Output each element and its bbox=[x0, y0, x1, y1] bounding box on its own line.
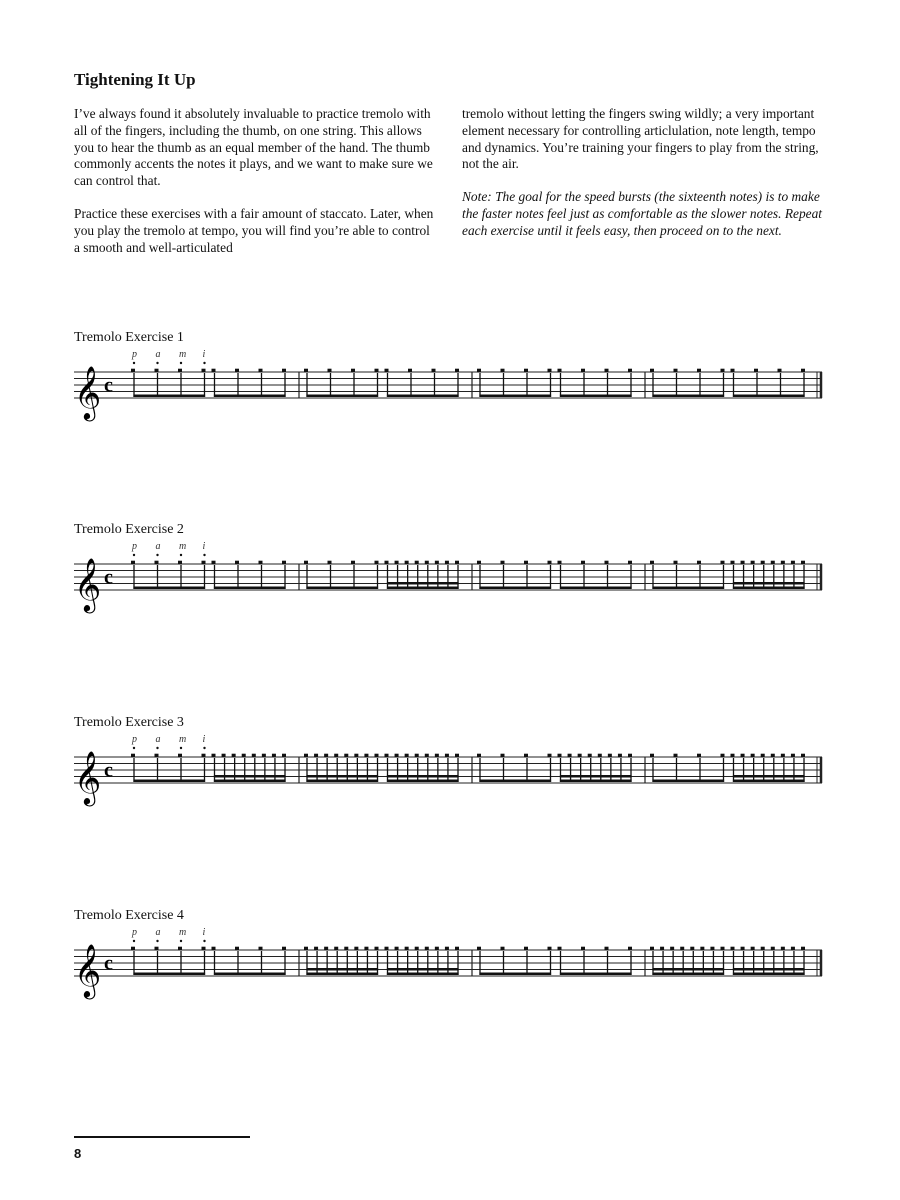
note-head bbox=[501, 369, 505, 373]
time-signature: c bbox=[104, 759, 113, 782]
note-head bbox=[778, 369, 782, 373]
beam-primary bbox=[560, 395, 632, 398]
staccato-dot bbox=[156, 362, 158, 364]
note-head bbox=[558, 947, 562, 951]
note-head bbox=[731, 561, 735, 565]
fingering-label: a bbox=[155, 541, 161, 552]
note-head bbox=[710, 947, 714, 951]
staccato-dot bbox=[203, 554, 205, 556]
beam-primary bbox=[214, 780, 286, 783]
exercise-3-staff bbox=[70, 735, 830, 815]
note-head bbox=[344, 947, 348, 951]
note-head bbox=[432, 369, 436, 373]
note-head bbox=[628, 561, 632, 565]
note-head bbox=[477, 561, 481, 565]
beam-primary bbox=[479, 780, 551, 783]
footer-rule bbox=[74, 1136, 250, 1138]
note-head bbox=[328, 369, 332, 373]
beam-primary bbox=[306, 395, 378, 398]
note-head bbox=[731, 369, 735, 373]
note-head bbox=[477, 947, 481, 951]
treble-clef: 𝄞 bbox=[74, 943, 102, 997]
note-head bbox=[558, 754, 562, 758]
beam-primary bbox=[652, 395, 724, 398]
beam-primary bbox=[387, 973, 459, 976]
beam-primary bbox=[733, 587, 805, 590]
beam-secondary bbox=[387, 968, 459, 971]
note-head bbox=[660, 947, 664, 951]
staccato-dot bbox=[133, 554, 135, 556]
note-head bbox=[395, 947, 399, 951]
beam-primary bbox=[387, 587, 459, 590]
note-head bbox=[455, 754, 459, 758]
staccato-dot bbox=[133, 362, 135, 364]
note-head bbox=[131, 369, 135, 373]
note-head bbox=[700, 947, 704, 951]
note-head bbox=[751, 561, 755, 565]
note-head bbox=[477, 754, 481, 758]
text-column-left bbox=[74, 106, 434, 272]
staccato-dot bbox=[180, 747, 182, 749]
note-head bbox=[650, 754, 654, 758]
note-head bbox=[235, 561, 239, 565]
note-head bbox=[581, 561, 585, 565]
fingering-label: p bbox=[132, 927, 137, 938]
note-head bbox=[741, 947, 745, 951]
note-head bbox=[155, 369, 159, 373]
note-head bbox=[608, 754, 612, 758]
note-head bbox=[375, 947, 379, 951]
note-head bbox=[435, 754, 439, 758]
paragraph-intro: I’ve always found it absolutely invaluable to practice tremolo with all of the fingers, including the thumb, on one string. This allows you to hear the thumb as an equal member of the hand. The thumb commonly accents the notes it plays, and we want to make sure we can control that. bbox=[74, 106, 433, 189]
note-head bbox=[548, 947, 552, 951]
note-head bbox=[605, 947, 609, 951]
beam-primary bbox=[560, 780, 632, 783]
treble-clef: 𝄞 bbox=[74, 365, 102, 419]
note-head bbox=[781, 754, 785, 758]
exercise-1-title: Tremolo Exercise 1 bbox=[74, 330, 184, 345]
note-head bbox=[385, 561, 389, 565]
fingering-label: i bbox=[202, 927, 206, 938]
beam-primary bbox=[133, 973, 205, 976]
beam-primary bbox=[652, 973, 724, 976]
beam-primary bbox=[133, 587, 205, 590]
note-head bbox=[405, 947, 409, 951]
note-head bbox=[425, 754, 429, 758]
exercise-2-title: Tremolo Exercise 2 bbox=[74, 522, 184, 537]
exercise-4-staff bbox=[70, 928, 830, 1008]
note-head bbox=[282, 754, 286, 758]
note-head bbox=[605, 561, 609, 565]
note-head bbox=[558, 561, 562, 565]
note-head bbox=[235, 369, 239, 373]
note-head bbox=[455, 369, 459, 373]
note-head bbox=[650, 561, 654, 565]
note-head bbox=[385, 947, 389, 951]
note-head bbox=[791, 754, 795, 758]
note-head bbox=[435, 561, 439, 565]
note-head bbox=[771, 947, 775, 951]
note-head bbox=[131, 754, 135, 758]
note-head bbox=[415, 754, 419, 758]
note-head bbox=[524, 947, 528, 951]
note-head bbox=[408, 369, 412, 373]
note-head bbox=[351, 561, 355, 565]
note-head bbox=[771, 754, 775, 758]
note-head bbox=[232, 754, 236, 758]
note-head bbox=[568, 754, 572, 758]
note-head bbox=[801, 369, 805, 373]
note-head bbox=[721, 947, 725, 951]
note-head bbox=[628, 369, 632, 373]
note-head bbox=[721, 754, 725, 758]
page-number: 8 bbox=[74, 1146, 82, 1161]
beam-primary bbox=[733, 973, 805, 976]
note-head bbox=[202, 947, 206, 951]
note-head bbox=[155, 947, 159, 951]
beam-primary bbox=[560, 973, 632, 976]
note-head bbox=[548, 561, 552, 565]
text-column-right bbox=[462, 106, 822, 256]
note-head bbox=[721, 369, 725, 373]
note-head bbox=[578, 754, 582, 758]
beam-primary bbox=[133, 780, 205, 783]
note-head bbox=[212, 561, 216, 565]
exercise-3-title: Tremolo Exercise 3 bbox=[74, 715, 184, 730]
note-head bbox=[445, 561, 449, 565]
beam-primary bbox=[479, 587, 551, 590]
note-head bbox=[304, 947, 308, 951]
section-heading: Tightening It Up bbox=[74, 70, 196, 89]
note-head bbox=[771, 561, 775, 565]
staccato-dot bbox=[180, 940, 182, 942]
exercise-1-staff bbox=[70, 350, 830, 430]
beam-primary bbox=[560, 587, 632, 590]
note-head bbox=[375, 754, 379, 758]
staccato-dot bbox=[156, 554, 158, 556]
note-head bbox=[801, 754, 805, 758]
staccato-dot bbox=[203, 362, 205, 364]
note-head bbox=[455, 947, 459, 951]
treble-clef: 𝄞 bbox=[74, 557, 102, 611]
beam-primary bbox=[733, 780, 805, 783]
beam-primary bbox=[733, 395, 805, 398]
note-head bbox=[314, 947, 318, 951]
beam-secondary bbox=[387, 775, 459, 778]
beam-secondary bbox=[733, 968, 805, 971]
note-head bbox=[751, 947, 755, 951]
note-head bbox=[212, 947, 216, 951]
beam-primary bbox=[214, 973, 286, 976]
note-head bbox=[501, 561, 505, 565]
note-head bbox=[761, 561, 765, 565]
fingering-label: p bbox=[132, 349, 137, 360]
note-head bbox=[761, 947, 765, 951]
note-head bbox=[282, 369, 286, 373]
staccato-dot bbox=[180, 554, 182, 556]
note-head bbox=[415, 561, 419, 565]
note-head bbox=[334, 754, 338, 758]
note-head bbox=[628, 947, 632, 951]
time-signature: c bbox=[104, 374, 113, 397]
note-head bbox=[781, 561, 785, 565]
note-head bbox=[405, 561, 409, 565]
note-head bbox=[351, 369, 355, 373]
note-head bbox=[178, 369, 182, 373]
note-head bbox=[262, 754, 266, 758]
beam-primary bbox=[133, 395, 205, 398]
note-head bbox=[304, 754, 308, 758]
staccato-dot bbox=[156, 940, 158, 942]
note-head bbox=[781, 947, 785, 951]
note-head bbox=[791, 561, 795, 565]
note-head bbox=[131, 947, 135, 951]
beam-secondary bbox=[387, 582, 459, 585]
note-head bbox=[697, 754, 701, 758]
staccato-dot bbox=[203, 747, 205, 749]
exercise-4-title: Tremolo Exercise 4 bbox=[74, 908, 184, 923]
beam-secondary bbox=[306, 968, 378, 971]
beam-secondary bbox=[214, 775, 286, 778]
beam-secondary bbox=[652, 968, 724, 971]
beam-primary bbox=[306, 587, 378, 590]
fingering-label: a bbox=[155, 734, 161, 745]
fingering-label: p bbox=[132, 541, 137, 552]
note-head bbox=[259, 561, 263, 565]
note-head bbox=[477, 369, 481, 373]
note-head bbox=[259, 947, 263, 951]
note-head bbox=[731, 754, 735, 758]
note-head bbox=[334, 947, 338, 951]
note-head bbox=[235, 947, 239, 951]
note-head bbox=[405, 754, 409, 758]
note-head bbox=[395, 754, 399, 758]
note-head bbox=[324, 947, 328, 951]
note-head bbox=[178, 947, 182, 951]
note-paragraph: Note: The goal for the speed bursts (the sixteenth notes) is to make the faster notes feel just as comfortable as the slower notes. Repeat each exercise until it feels easy, then proceed on to the next. bbox=[462, 189, 823, 238]
fingering-label: i bbox=[202, 734, 206, 745]
note-head bbox=[731, 947, 735, 951]
beam-secondary bbox=[733, 582, 805, 585]
fingering-label: p bbox=[132, 734, 137, 745]
note-head bbox=[558, 369, 562, 373]
note-head bbox=[155, 754, 159, 758]
note-head bbox=[354, 947, 358, 951]
note-head bbox=[761, 754, 765, 758]
staccato-dot bbox=[180, 362, 182, 364]
staccato-dot bbox=[203, 940, 205, 942]
note-head bbox=[202, 754, 206, 758]
note-head bbox=[202, 369, 206, 373]
note-head bbox=[344, 754, 348, 758]
staccato-dot bbox=[133, 747, 135, 749]
note-head bbox=[605, 369, 609, 373]
note-head bbox=[697, 561, 701, 565]
fingering-label: m bbox=[179, 734, 187, 745]
note-head bbox=[212, 369, 216, 373]
note-head bbox=[721, 561, 725, 565]
note-head bbox=[754, 369, 758, 373]
note-head bbox=[242, 754, 246, 758]
note-head bbox=[741, 754, 745, 758]
note-head bbox=[155, 561, 159, 565]
note-head bbox=[741, 561, 745, 565]
note-head bbox=[455, 561, 459, 565]
beam-primary bbox=[214, 587, 286, 590]
note-head bbox=[501, 754, 505, 758]
note-head bbox=[680, 947, 684, 951]
note-head bbox=[670, 947, 674, 951]
exercise-2-staff bbox=[70, 542, 830, 622]
note-head bbox=[650, 369, 654, 373]
paragraph-staccato: Practice these exercises with a fair amount of staccato. Later, when you play the tremolo at tempo, you will find you’re able to control a smooth and well-articulated bbox=[74, 205, 434, 255]
beam-primary bbox=[479, 973, 551, 976]
note-head bbox=[628, 754, 632, 758]
note-head bbox=[791, 947, 795, 951]
beam-primary bbox=[306, 780, 378, 783]
note-head bbox=[282, 561, 286, 565]
note-head bbox=[751, 754, 755, 758]
note-head bbox=[445, 754, 449, 758]
note-head bbox=[581, 947, 585, 951]
note-head bbox=[524, 561, 528, 565]
note-head bbox=[375, 369, 379, 373]
beam-secondary bbox=[560, 775, 632, 778]
note-head bbox=[314, 754, 318, 758]
staccato-dot bbox=[156, 747, 158, 749]
note-head bbox=[650, 947, 654, 951]
fingering-label: m bbox=[179, 927, 187, 938]
fingering-label: m bbox=[179, 541, 187, 552]
note-head bbox=[222, 754, 226, 758]
note-head bbox=[282, 947, 286, 951]
note-head bbox=[425, 947, 429, 951]
note-head bbox=[259, 369, 263, 373]
fingering-label: i bbox=[202, 349, 206, 360]
note-head bbox=[425, 561, 429, 565]
note-head bbox=[178, 561, 182, 565]
beam-primary bbox=[306, 973, 378, 976]
note-head bbox=[697, 369, 701, 373]
note-head bbox=[131, 561, 135, 565]
note-head bbox=[674, 369, 678, 373]
note-head bbox=[364, 754, 368, 758]
note-head bbox=[324, 754, 328, 758]
beam-secondary bbox=[733, 775, 805, 778]
note-head bbox=[395, 561, 399, 565]
note-head bbox=[252, 754, 256, 758]
note-head bbox=[598, 754, 602, 758]
note-head bbox=[581, 369, 585, 373]
note-head bbox=[385, 754, 389, 758]
note-head bbox=[674, 561, 678, 565]
note-head bbox=[272, 754, 276, 758]
note-head bbox=[375, 561, 379, 565]
beam-primary bbox=[387, 780, 459, 783]
note-head bbox=[801, 561, 805, 565]
note-head bbox=[435, 947, 439, 951]
beam-secondary bbox=[306, 775, 378, 778]
fingering-label: m bbox=[179, 349, 187, 360]
note-head bbox=[548, 754, 552, 758]
note-head bbox=[501, 947, 505, 951]
note-head bbox=[415, 947, 419, 951]
time-signature: c bbox=[104, 566, 113, 589]
note-head bbox=[548, 369, 552, 373]
time-signature: c bbox=[104, 952, 113, 975]
note-head bbox=[524, 754, 528, 758]
beam-primary bbox=[652, 587, 724, 590]
note-head bbox=[202, 561, 206, 565]
treble-clef: 𝄞 bbox=[74, 750, 102, 804]
note-head bbox=[354, 754, 358, 758]
beam-primary bbox=[652, 780, 724, 783]
note-head bbox=[178, 754, 182, 758]
note-head bbox=[524, 369, 528, 373]
fingering-label: a bbox=[155, 927, 161, 938]
note-head bbox=[674, 754, 678, 758]
fingering-label: i bbox=[202, 541, 206, 552]
beam-primary bbox=[214, 395, 286, 398]
note-head bbox=[445, 947, 449, 951]
note-head bbox=[212, 754, 216, 758]
note-head bbox=[304, 369, 308, 373]
staccato-dot bbox=[133, 940, 135, 942]
note-head bbox=[364, 947, 368, 951]
fingering-label: a bbox=[155, 349, 161, 360]
note-head bbox=[385, 369, 389, 373]
note-head bbox=[618, 754, 622, 758]
beam-primary bbox=[479, 395, 551, 398]
note-head bbox=[588, 754, 592, 758]
paragraph-continued: tremolo without letting the fingers swing wildly; a very important element necessary for controlling articlulation, note length, tempo and dynamics. You’re training your fingers to play from the string, not the air. bbox=[462, 106, 819, 172]
note-head bbox=[328, 561, 332, 565]
note-head bbox=[801, 947, 805, 951]
note-head bbox=[690, 947, 694, 951]
beam-primary bbox=[387, 395, 459, 398]
note-head bbox=[304, 561, 308, 565]
